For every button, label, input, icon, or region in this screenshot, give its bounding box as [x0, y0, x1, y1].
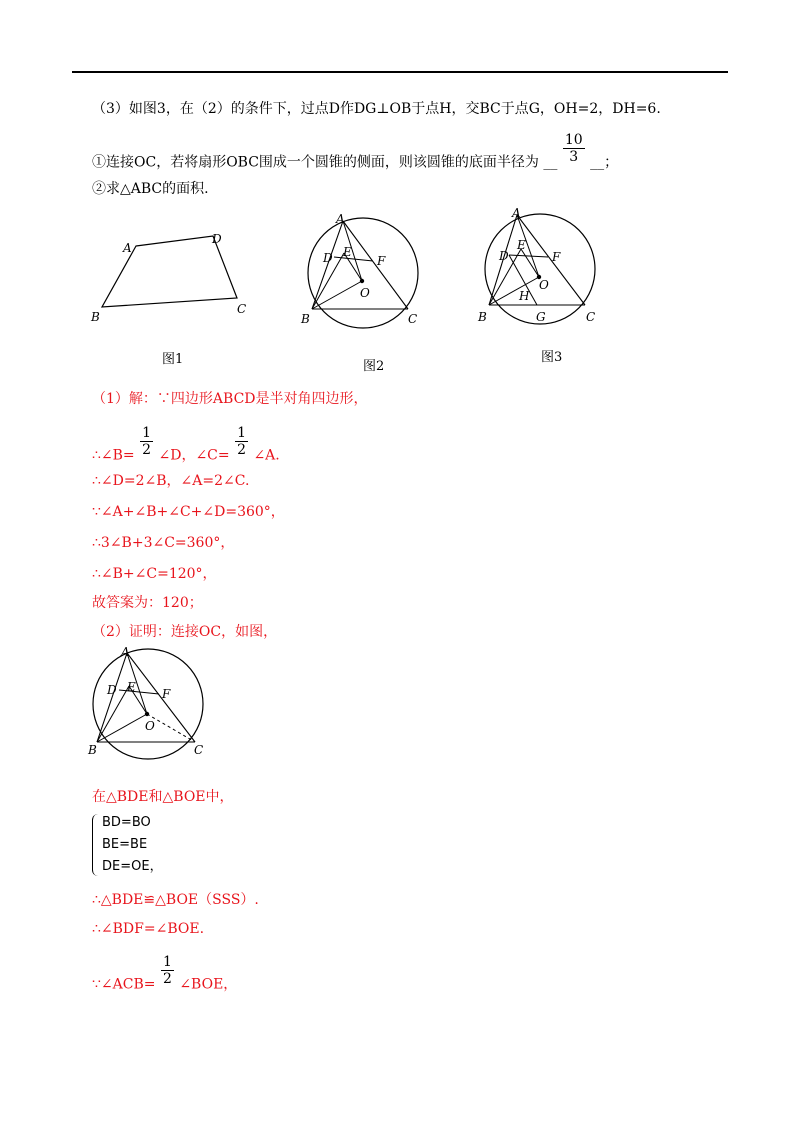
sol12-pre: ∵∠ACB=: [92, 976, 156, 993]
q3-item1-text: ①连接OC，若将扇形OBC围成一个圆锥的侧面，则该圆锥的底面半径为: [92, 154, 539, 171]
header-rule: [72, 71, 728, 73]
fig2-label-b: B: [301, 312, 310, 326]
fig3-label-c: C: [586, 310, 596, 324]
fig4-label-f: F: [162, 687, 171, 701]
figure-3-circle: [475, 203, 610, 330]
brace-icon: [92, 814, 99, 876]
fig2-label-o: O: [360, 286, 370, 300]
solution-line-11: ∴∠BDF=∠BOE.: [92, 921, 205, 937]
fig2-label-a: A: [336, 212, 345, 226]
answer-numerator: 10: [564, 132, 583, 148]
answer-denominator: 3: [569, 149, 579, 165]
fig3-label-h: H: [519, 289, 530, 303]
sol12-post: ∠BOE，: [179, 976, 238, 993]
blank-right: __；: [590, 154, 619, 171]
half-fraction-2: [235, 425, 248, 458]
system-row-3: DE=OE，: [102, 859, 163, 874]
fig3-label-b: B: [478, 310, 487, 324]
blank-left: __: [543, 154, 558, 171]
fig3-label-e: E: [517, 238, 526, 252]
fig3-caption: 图3: [541, 350, 563, 365]
figure-1-quadrilateral: [85, 222, 255, 327]
fig4-label-d: D: [107, 683, 117, 697]
half-num-3: 1: [162, 954, 172, 970]
q3-item1: [92, 132, 619, 179]
sol2-mid: ∠D，∠C=: [158, 447, 230, 464]
sol2-post: ∠A.: [253, 447, 280, 464]
fig2-label-e: E: [343, 245, 352, 259]
solution-line-8: （2）证明：连接OC，如图，: [92, 624, 278, 640]
fig2-label-f: F: [377, 254, 386, 268]
half-fraction-3: [161, 954, 174, 987]
system-row-1: BD=BO: [102, 815, 151, 830]
half-num-1: 1: [142, 425, 152, 441]
figure-4-circle: [85, 644, 215, 760]
fig2-label-c: C: [408, 312, 418, 326]
answer-fraction: [563, 132, 585, 165]
fig3-label-f: F: [552, 250, 561, 264]
solution-line-4: ∵∠A+∠B+∠C+∠D=360°，: [92, 504, 285, 520]
solution-line-5: ∴3∠B+3∠C=360°，: [92, 535, 235, 551]
solution-line-7: 故答案为：120；: [92, 595, 203, 611]
fig4-label-e: E: [127, 680, 136, 694]
fig1-label-c: C: [237, 302, 247, 316]
fig3-label-g: G: [536, 310, 546, 324]
sol2-pre: ∴∠B=: [92, 447, 135, 464]
q3-intro: （3）如图3，在（2）的条件下，过点D作DG⊥OB于点H，交BC于点G，OH=2，DH=6.: [92, 101, 661, 117]
fig4-label-c: C: [194, 743, 204, 757]
solution-line-10: ∴△BDE≌△BOE（SSS）.: [92, 892, 259, 908]
half-den-3: 2: [162, 971, 172, 987]
fig2-label-d: D: [323, 251, 333, 265]
fig4-label-a: A: [121, 645, 130, 659]
fig1-label-d: D: [212, 232, 222, 246]
fig1-label-b: B: [91, 310, 100, 324]
solution-line-6: ∴∠B+∠C=120°，: [92, 566, 217, 582]
half-fraction-1: [140, 425, 153, 458]
fig3-label-o: O: [539, 278, 549, 292]
system-row-2: BE=BE: [102, 837, 148, 852]
fig2-caption: 图2: [363, 359, 385, 374]
equation-system: [92, 812, 163, 878]
solution-line-3: ∴∠D=2∠B，∠A=2∠C.: [92, 473, 250, 489]
half-den-1: 2: [142, 442, 152, 458]
fig3-label-a: A: [512, 206, 521, 220]
fig1-label-a: A: [123, 241, 132, 255]
half-den-2: 2: [237, 442, 246, 458]
figure-2-circle: [300, 205, 430, 330]
fig4-label-b: B: [88, 743, 97, 757]
solution-line-9: 在△BDE和△BOE中，: [92, 789, 234, 805]
fig4-label-o: O: [145, 719, 155, 733]
half-num-2: 1: [237, 425, 246, 441]
fig1-caption: 图1: [162, 352, 184, 367]
solution-line-1: （1）解：∵四边形ABCD是半对角四边形，: [92, 391, 368, 407]
solution-line-2: [92, 425, 280, 472]
q3-item2: ②求△ABC的面积.: [92, 181, 209, 197]
solution-line-12: [92, 954, 238, 1001]
fig3-label-d: D: [499, 249, 509, 263]
